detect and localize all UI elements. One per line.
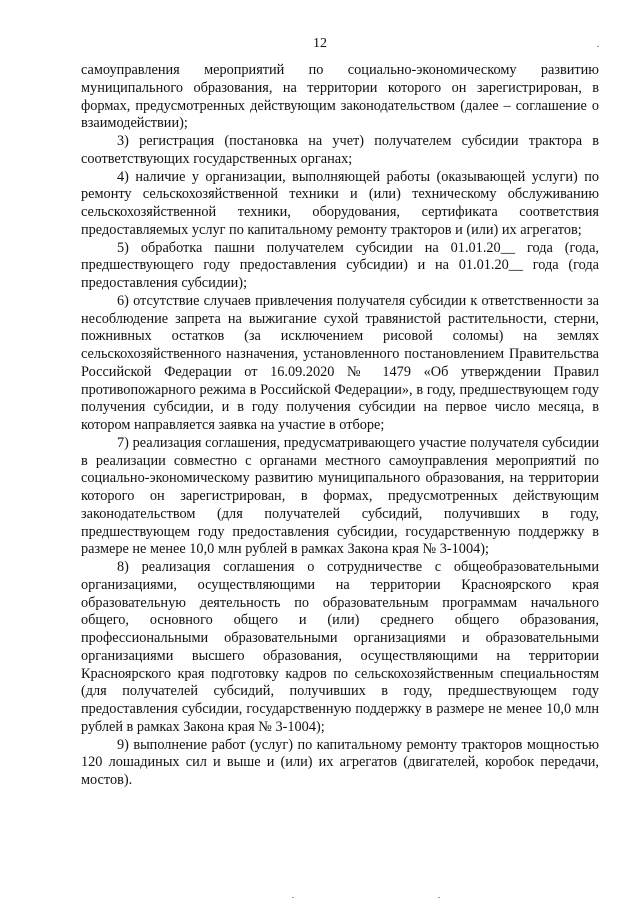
paragraph-item-8: 8) реализация соглашения о сотрудничестве с общеобразовательными организациями, осуществляющими на территории Красноярского края образовательную деятельность по образовательным программам начального общего, основного общего и (или) среднего общего образования, профессиональными образовательными организациями и образовательными организациями высшего образования, осуществляющими на территории Красноярского края подготовку кадров по сельскохозяйственным специальностям (для получателей субсидий, получивших в году, предшествующем году предоставления субсидии, государственную поддержку в размере не менее 10,0 млн рублей в рамках Закона края № 3-1004); (81, 559, 599, 735)
scan-speck (438, 897, 440, 898)
document-body (81, 62, 599, 790)
page-number: 12 (313, 36, 327, 51)
paragraph-item-7: 7) реализация соглашения, предусматривающего участие получателя субсидии в реализации совместно с органами местного самоуправления мероприятий по социально-экономическому развитию муниципального образования, на территории которого он зарегистрирован, в формах, предусмотренных действующим законодательством (для получателей субсидий, получивших в году, предшествующем году предоставления субсидии, государственную поддержку в размере не менее 10,0 млн рублей в рамках Закона края № 3-1004); (81, 434, 599, 558)
scan-speck (597, 46, 599, 47)
paragraph-item-9: 9) выполнение работ (услуг) по капитальному ремонту тракторов мощностью 120 лошадиных сил и выше и (или) их агрегатов (двигателей, коробок передачи, мостов). (81, 736, 599, 788)
paragraph-item-6: 6) отсутствие случаев привлечения получателя субсидии к ответственности за несоблюдение запрета на выжигание сухой травянистой растительности, стерни, пожнивных остатков (за исключением рисовой соломы) на землях сельскохозяйственного назначения, установленного постановлением Правительства Российской Федерации от 16.09.2020 № 1479 «Об утверждении Правил противопожарного режима в Российской Федерации», в году, предшествующем году получения субсидии, и в году получения субсидии на первое число месяца, в котором направляется заявка на участие в отборе; (81, 292, 599, 433)
paragraph-item-3: 3) регистрация (постановка на учет) получателем субсидии трактора в соответствующих государственных органах; (81, 133, 599, 167)
paragraph-item-4: 4) наличие у организации, выполняющей работы (оказывающей услуги) по ремонту сельскохозяйственной техники и (или) техническому обслуживанию сельскохозяйственной техники, оборудования, сертификата соответствия предоставляемых услуг по капитальному ремонту тракторов и (или) их агрегатов; (81, 168, 599, 238)
scan-speck (292, 897, 294, 898)
paragraph-continuation: самоуправления мероприятий по социально-экономическому развитию муниципального образования, на территории которого он зарегистрирован, в формах, предусмотренных действующим законодательством (далее – соглашение о взаимодействии); (81, 62, 599, 132)
paragraph-item-5: 5) обработка пашни получателем субсидии на 01.01.20__ года (года, предшествующего году предоставления субсидии) и на 01.01.20__ года (года предоставления субсидии); (81, 239, 599, 291)
